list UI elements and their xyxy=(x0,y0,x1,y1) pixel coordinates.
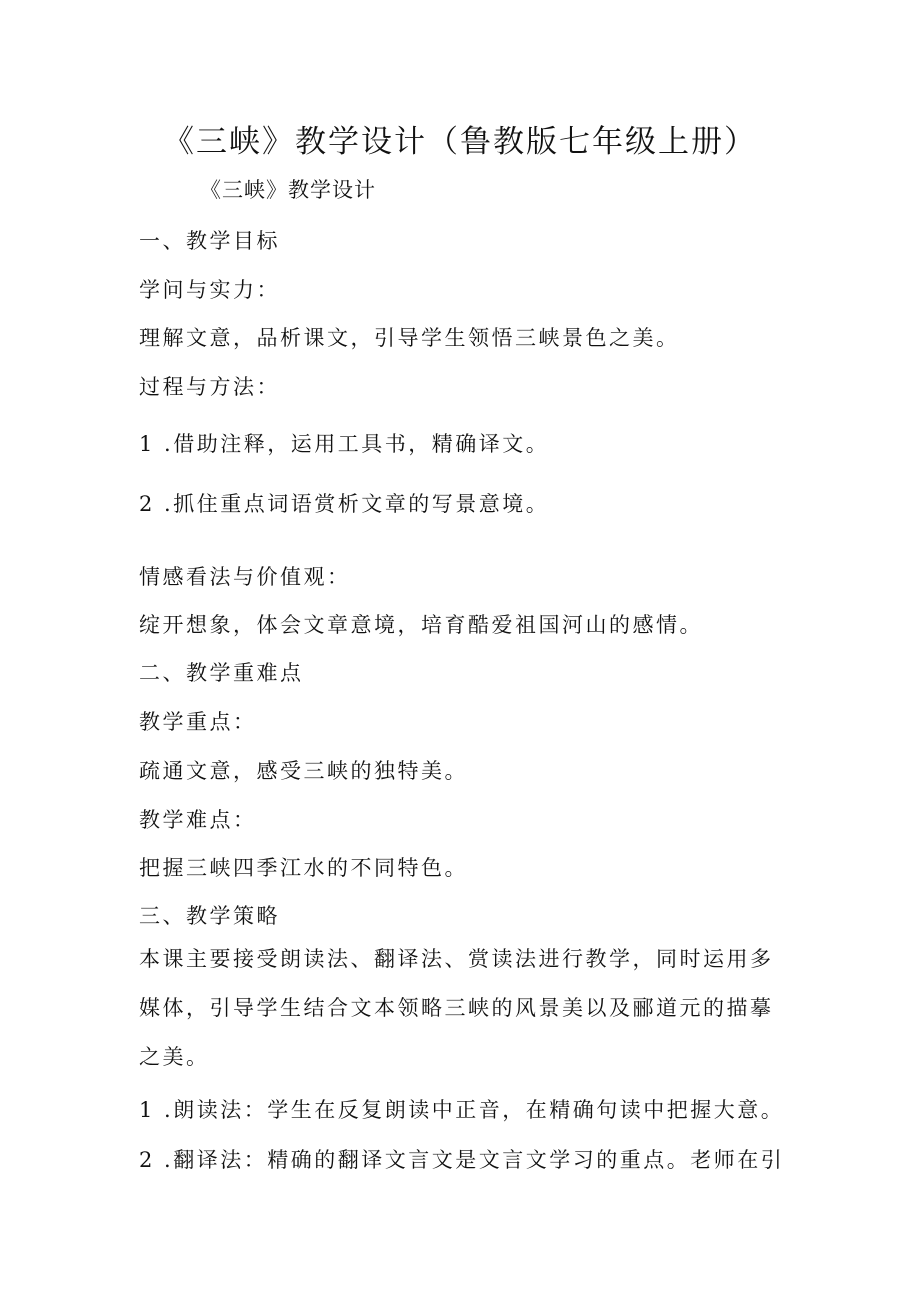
list-item-method-1: 1 .朗读法：学生在反复朗读中正音，在精确句读中把握大意。 xyxy=(139,1098,785,1122)
subheading-process: 过程与方法： xyxy=(139,375,280,399)
paragraph-difficult: 把握三峡四季江水的不同特色。 xyxy=(139,856,468,880)
subheading-emotion: 情感看法与价值观： xyxy=(139,565,351,589)
paragraph-emotion: 绽开想象，体会文章意境，培育酷爱祖国河山的感情。 xyxy=(139,613,703,637)
list-item-method-2: 2 .翻译法：精确的翻译文言文是文言文学习的重点。老师在引 xyxy=(139,1148,785,1172)
paragraph-knowledge: 理解文意，品析课文，引导学生领悟三峡景色之美。 xyxy=(139,326,680,350)
list-item-process-2: 2 .抓住重点词语赏析文章的写景意境。 xyxy=(139,492,550,516)
list-item-process-1: 1 .借助注释，运用工具书，精确译文。 xyxy=(139,432,550,456)
document-title: 《三峡》教学设计（鲁教版七年级上册） xyxy=(163,124,757,160)
subheading-key: 教学重点： xyxy=(139,710,257,734)
section-heading-goals: 一、教学目标 xyxy=(139,229,280,253)
subheading-knowledge: 学问与实力： xyxy=(139,278,280,302)
paragraph-strategy: 本课主要接受朗读法、翻译法、赏读法进行教学，同时运用多媒体，引导学生结合文本领略三峡的风景美以及郦道元的描摹之美。 xyxy=(139,947,774,1069)
document-subtitle: 《三峡》教学设计 xyxy=(200,178,376,202)
paragraph-key: 疏通文意，感受三峡的独特美。 xyxy=(139,759,468,783)
section-heading-strategy: 三、教学策略 xyxy=(139,904,280,928)
section-heading-keypoints: 二、教学重难点 xyxy=(139,661,304,685)
subheading-difficult: 教学难点： xyxy=(139,808,257,832)
